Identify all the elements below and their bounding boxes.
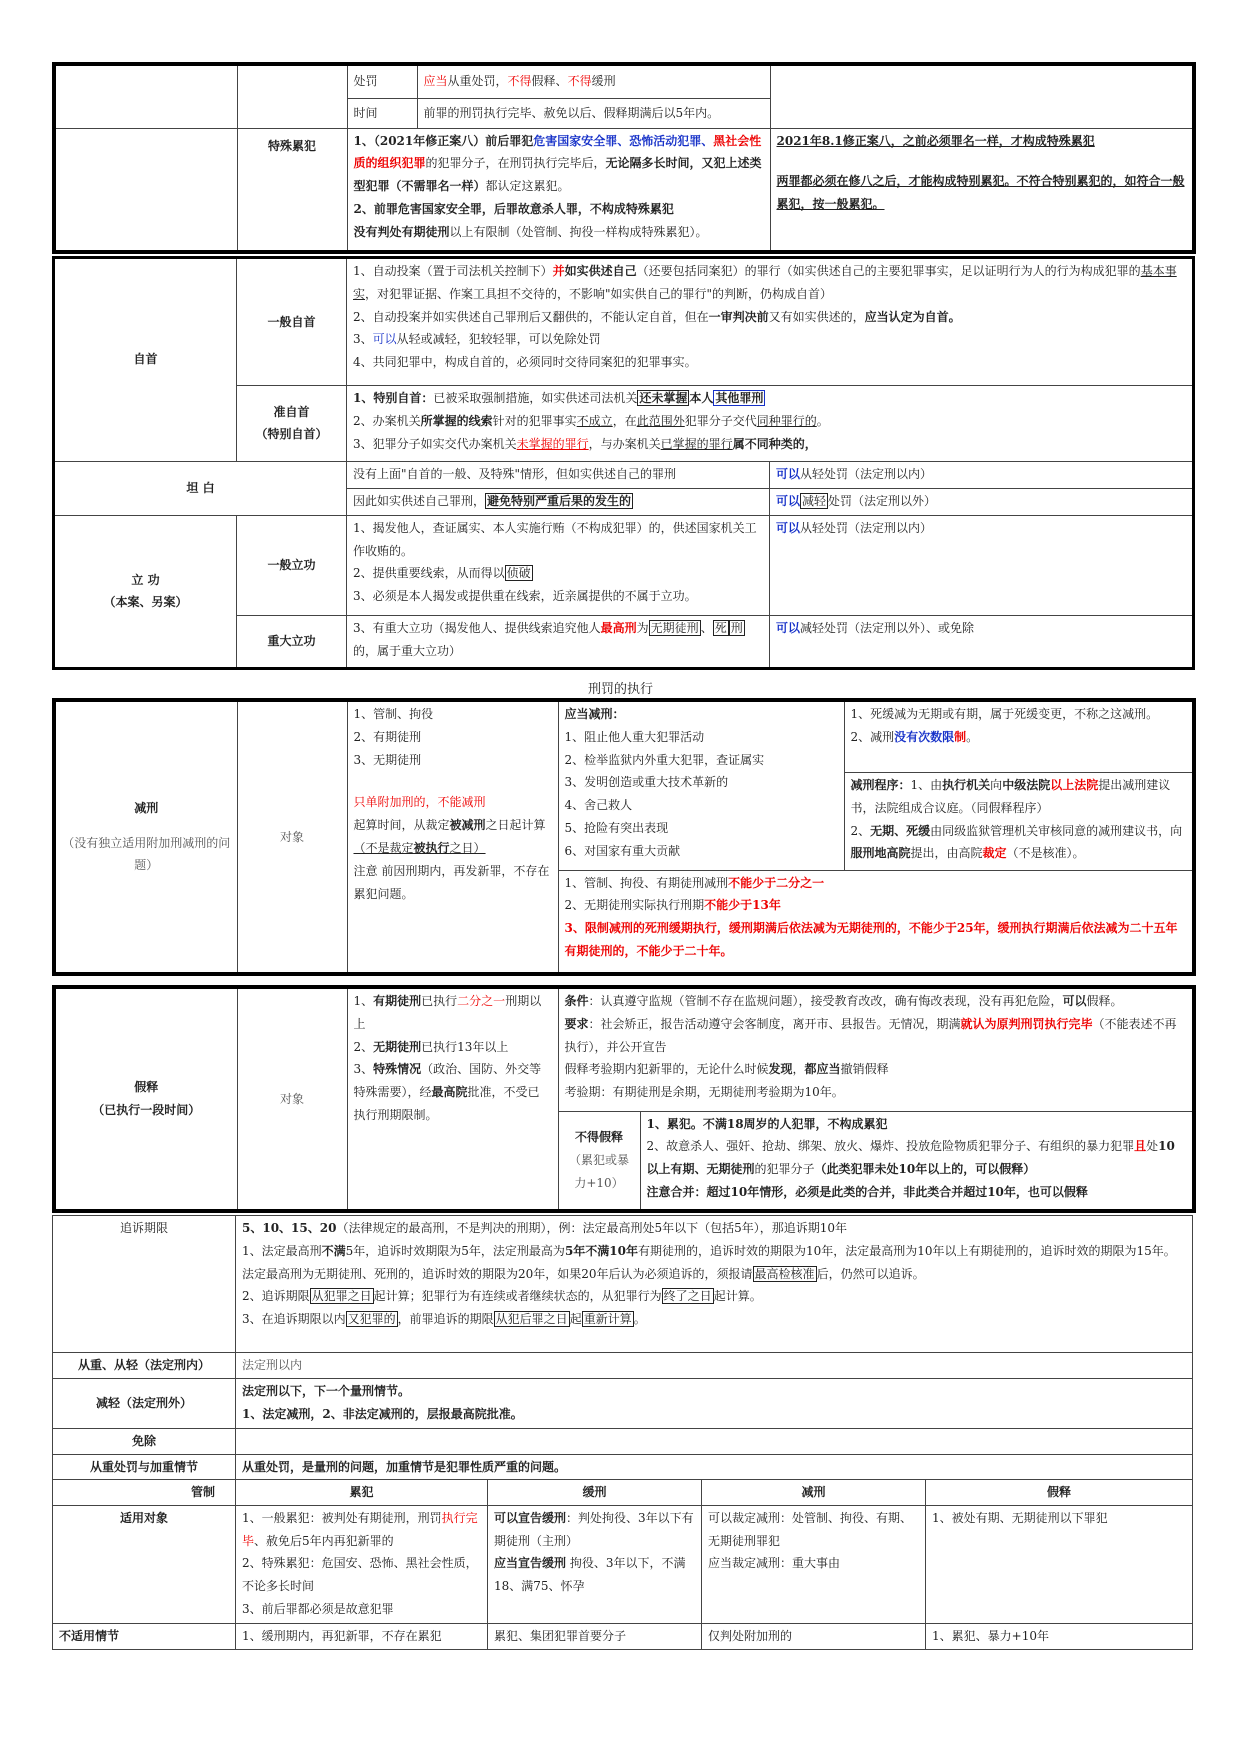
surrender-table: [52, 256, 1195, 670]
major-meritorious-label: 重大立功: [237, 616, 347, 669]
no-parole-label: 不得假释 （累犯或暴力+10）: [558, 1111, 640, 1211]
exemption-text: [236, 1428, 1193, 1454]
not-apply-parole: 1、累犯、暴力+10年: [926, 1623, 1193, 1649]
commutation-objects: 1、管制、拘役 2、有期徒刑 3、无期徒刑 只单附加刑的，不能减刑 起算时间，从裁定被减刑之日起计算（不是裁定被执行之日） 注意 前因刑期内，再发新罪，不存在累犯问题。: [347, 700, 558, 974]
aggravation-label: 从重处罚与加重情节: [53, 1454, 236, 1480]
confession-result-1: 可以从轻处罚（法定刑以内）: [770, 461, 1194, 488]
blank-cell: [770, 64, 1194, 128]
recidivism-table: [52, 62, 1196, 254]
major-meritorious-result: 可以减轻处罚（法定刑以外）、或免除: [770, 616, 1194, 669]
comparison-table: [52, 1479, 1193, 1650]
punish-text: 应当从重处罚，不得假释、不得缓刑: [417, 64, 770, 98]
confession-text-2: 因此如实供述自己罪刑， 避免特别严重后果的发生的: [347, 488, 770, 515]
not-apply-commutation: 仅判处附加刑的: [702, 1623, 926, 1649]
exemption-label: 免除: [53, 1428, 236, 1454]
mitigation-label: 减轻（法定刑外）: [53, 1378, 236, 1428]
no-parole-text: 1、累犯。不满18周岁的人犯罪，不构成累犯 2、故意杀人、强奸、抢劫、绑架、放火、爆炸、投放危险物质犯罪分子、有组织的暴力犯罪且处10以上有期、无期徒刑的犯罪分子（此类犯罪未处10年以上的，可以假释） 注意合并：超过10年情形，必须是此类的合并，非此类合并超过10年，也可以假释: [640, 1111, 1194, 1211]
blank-cell: [54, 128, 237, 252]
not-apply-label: 不适用情节: [53, 1623, 236, 1649]
major-meritorious-text: 3、有重大立功（揭发他人、提供线索追究他人最高刑为 无期徒刑 、 死 刑的，属于重大立功）: [347, 616, 770, 669]
confession-text-1: 没有上面"自首的一般、及特殊"情形，但如实供述自己的罪刑: [347, 461, 770, 488]
parole-conditions: 条件：认真遵守监规（管制不存在监规问题），接受教育改改，确有悔改表现，没有再犯危险，可以假释。 要求：社会矫正，报告活动遵守会客制度，离开市、县报告。无情况，期满就认为原判刑罚执行完毕（不能表述不再执行），并公开宣告 假释考验期内犯新罪的，无论什么时候发现，都应当撤销假释 考验期：有期徒刑是余期，无期徒刑考验期为10年。: [558, 987, 1194, 1111]
not-apply-probation: 累犯、集团犯罪首要分子: [488, 1623, 702, 1649]
header-probation: 缓刑: [488, 1480, 702, 1506]
parole-label: 假释 （已执行一段时间）: [54, 987, 237, 1211]
limitation-table: [52, 1215, 1193, 1480]
special-recidivism-text: 1、（2021年修正案八）前后罪犯危害国家安全罪、恐怖活动犯罪、黑社会性质的组织犯罪的犯罪分子，在刑罚执行完毕后，无论隔多长时间，又犯上述类型犯罪（不需罪名一样）都认定这累犯。 2、前罪危害国家安全罪，后罪故意杀人罪，不构成特殊累犯 没有判处有期徒刑以上有限制（处管制、拘役一样构成特殊累犯）。: [347, 128, 770, 252]
meritorious-label: 立 功 （本案、另案）: [54, 515, 237, 668]
aggravation-text: 从重处罚，是量刑的问题，加重情节是犯罪性质严重的问题。: [236, 1454, 1193, 1480]
confession-label: 坦 白: [54, 461, 347, 515]
header-parole: 假释: [926, 1480, 1193, 1506]
confession-result-2: 可以 减轻 处罚（法定刑以外）: [770, 488, 1194, 515]
special-recidivism-label: 特殊累犯: [237, 128, 347, 252]
limitation-label: 追诉期限: [53, 1216, 236, 1353]
commutation-limits: 1、管制、拘役、有期徒刑减刑不能少于二分之一 2、无期徒刑实际执行刑期不能少于13年 3、限制减刑的死刑缓期执行，缓刑期满后依法减为无期徒刑的，不能少于25年，缓刑执行期满后依法减为二十五年有期徒刑的，不能少于二十年。: [558, 870, 1194, 974]
header-recidivism: 累犯: [236, 1480, 488, 1506]
apply-commutation: 可以裁定减刑：处管制、拘役、有期、无期徒刑罪犯 应当裁定减刑：重大事由: [702, 1505, 926, 1623]
quasi-surrender-label: 准自首 （特别自首）: [237, 386, 347, 462]
surrender-label: 自首: [54, 258, 237, 462]
not-apply-recidivism: 1、缓刑期内，再犯新罪，不存在累犯: [236, 1623, 488, 1649]
general-surrender-label: 一般自首: [237, 258, 347, 386]
general-meritorious-result: 可以从轻处罚（法定刑以内）: [770, 515, 1194, 616]
limitation-text: 5、10、15、20（法律规定的最高刑，不是判决的刑期），例：法定最高刑处5年以下（包括5年），那追诉期10年 1、法定最高刑不满5年，追诉时效期限为5年，法定刑最高为5年不满10年有期徒刑的，追诉时效的期限为10年，法定最高刑为10年以上有期徒刑的，追诉时效的期限为15年。法定最高刑为无期徒刑、死刑的，追诉时效的期限为20年，如果20年后认为必须追诉的，须报请 最高检核准 后，仍然可以追诉。 2、追诉期限 从犯罪之日 起计算；犯罪行为有连续或者继续状态的，从犯罪行为 终了之日 起计算。 3、在追诉期限以内 又犯罪的 ，前罪追诉的期限 从犯后罪之日 起 重新计算 。: [236, 1216, 1193, 1353]
mandatory-commutation: 应当减刑： 1、阻止他人重大犯罪活动 2、检举监狱内外重大犯罪，查证属实 3、发明创造或重大技术革新的 4、舍己救人 5、抢险有突出表现 6、对国家有重大贡献: [558, 700, 844, 870]
blank-cell: [54, 64, 237, 128]
header-commutation: 减刑: [702, 1480, 926, 1506]
blank-cell: [237, 64, 347, 128]
commutation-object-label: 对象: [237, 700, 347, 974]
parole-objects: 1、有期徒刑已执行二分之一刑期以上 2、无期徒刑已执行13年以上 3、特殊情况（政治、国防、外交等特殊需要），经最高院批准，不受已执行刑期限制。: [347, 987, 558, 1211]
header-control: 管制: [53, 1480, 236, 1506]
time-text: 前罪的刑罚执行完毕、赦免以后、假释期满后以5年内。: [417, 98, 770, 128]
apply-recidivism: 1、一般累犯：被判处有期徒刑，刑罚执行完毕、赦免后5年内再犯新罪的 2、特殊累犯：危国安、恐怖、黑社会性质，不论多长时间 3、前后罪都必须是故意犯罪: [236, 1505, 488, 1623]
general-surrender-text: 1、自动投案（置于司法机关控制下）并如实供述自己（还要包括同案犯）的罪行（如实供述自己的主要犯罪事实，足以证明行为人的行为构成犯罪的基本事实，对犯罪证据、作案工具担不交待的，不影响"如实供自己的罪行"的判断，仍构成自首） 2、自动投案并如实供述自己罪刑后又翻供的，不能认定自首，但在一审判决前又有如实供述的，应当认定为自首。 3、可以从轻或减轻，犯较轻罪，可以免除处罚 4、共同犯罪中，构成自首的，必须同时交待同案犯的犯罪事实。: [347, 258, 1194, 386]
quasi-surrender-text: 1、特别自首：已被采取强制措施，如实供述司法机关 还未掌握 本人 其他罪刑 2、办案机关所掌握的线索针对的犯罪事实不成立，在此范围外犯罪分子交代同种罪行的。 3、犯罪分子如实交代办案机关未掌握的罪行，与办案机关已掌握的罪行属不同种类的，: [347, 386, 1194, 462]
section-title: 刑罚的执行: [587, 682, 653, 697]
mitigation-text: 法定刑以下，下一个量刑情节。 1、法定减刑，2、非法定减刑的，层报最高院批准。: [236, 1378, 1193, 1428]
punish-label: 处罚: [347, 64, 417, 98]
time-label: 时间: [347, 98, 417, 128]
apply-parole: 1、被处有期、无期徒刑以下罪犯: [926, 1505, 1193, 1623]
commutation-notes: 1、死缓减为无期或有期，属于死缓变更，不称之这减刑。 2、减刑没有次数限制。 减刑程序：1、由执行机关向中级法院以上法院提出减刑建议书，法院组成合议庭。（同假释程序） 2、无期、死缓由同级监狱管理机关审核同意的减刑建议书，向服刑地高院提出，由高院裁定（不是核准）。: [844, 700, 1194, 870]
lighter-heavier-text: 法定刑以内: [236, 1353, 1193, 1379]
commutation-table: [52, 698, 1196, 976]
apply-label: 适用对象: [53, 1505, 236, 1623]
apply-probation: 可以宣告缓刑：判处拘役、3年以下有期徒刑（主刑） 应当宣告缓刑 拘役、3年以下，不满18、满75、怀孕: [488, 1505, 702, 1623]
parole-object-label: 对象: [237, 987, 347, 1211]
general-meritorious-label: 一般立功: [237, 515, 347, 616]
general-meritorious-text: 1、揭发他人，查证属实、本人实施行贿（不构成犯罪）的，供述国家机关工作收贿的。 2、提供重要线索，从而得以 侦破 3、必须是本人揭发或提供重在线索，近亲属提供的不属于立功。: [347, 515, 770, 616]
parole-table: [52, 985, 1196, 1213]
lighter-heavier-label: 从重、从轻（法定刑内）: [53, 1353, 236, 1379]
commutation-label: 减刑 （没有独立适用附加刑减刑的问题）: [54, 700, 237, 974]
special-recidivism-note: 2021年8.1修正案八，之前必须罪名一样，才构成特殊累犯 两罪都必须在修八之后，才能构成特别累犯。不符合特别累犯的，如符合一般累犯，按一般累犯。: [770, 128, 1194, 252]
